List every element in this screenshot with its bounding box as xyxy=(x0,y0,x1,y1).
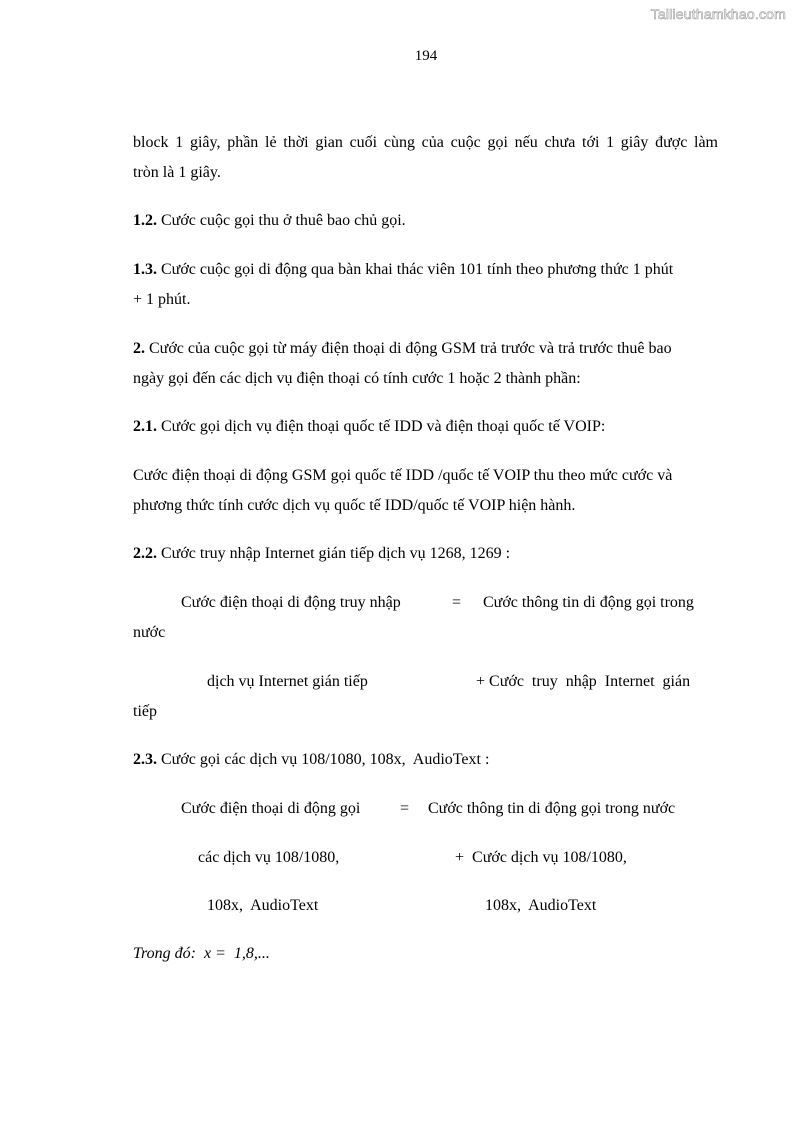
formula-lhs: dịch vụ Internet gián tiếp xyxy=(207,673,368,690)
section-text: Cước gọi các dịch vụ 108/1080, 108x, AudioText : xyxy=(157,751,490,768)
formula-lhs: Cước điện thoại di động truy nhập xyxy=(181,594,401,611)
watermark: Tailieuthamkhao.com xyxy=(650,6,786,22)
formula-rhs: + Cước truy nhập Internet gián xyxy=(476,673,691,690)
paragraph-line: Cước điện thoại di động GSM gọi quốc tế IDD /quốc tế VOIP thu theo mức cước và xyxy=(133,467,673,484)
paragraph-line: phương thức tính cước dịch vụ quốc tế IDD/quốc tế VOIP hiện hành. xyxy=(133,497,576,514)
section-number: 2.1. xyxy=(133,418,157,435)
page-number: 194 xyxy=(414,48,438,64)
section-2-1 xyxy=(133,412,718,442)
section-text: Cước gọi dịch vụ điện thoại quốc tế IDD và điện thoại quốc tế VOIP: xyxy=(157,418,606,435)
section-number: 2.3. xyxy=(133,751,157,768)
paragraph-line: block 1 giây, phần lẻ thời gian cuối cùng của cuộc gọi nếu chưa tới 1 giây được làm xyxy=(133,134,718,151)
paragraph-intro xyxy=(133,128,718,188)
section-text: Cước truy nhập Internet gián tiếp dịch vụ 1268, 1269 : xyxy=(157,545,511,562)
section-text-cont: ngày gọi đến các dịch vụ điện thoại có tính cước 1 hoặc 2 thành phần: xyxy=(133,370,581,387)
section-2-3 xyxy=(133,745,718,775)
formula-wrap: nước xyxy=(133,624,166,641)
formula-rhs: + Cước dịch vụ 108/1080, xyxy=(455,849,627,866)
formula-lhs: Cước điện thoại di động gọi xyxy=(181,800,361,817)
section-number: 1.3. xyxy=(133,261,157,278)
section-number: 2. xyxy=(133,340,145,357)
section-1-3 xyxy=(133,255,718,315)
formula-rhs: Cước thông tin di động gọi trong xyxy=(483,594,694,611)
paragraph-2-1 xyxy=(133,461,718,521)
note-where: Trong đó: x = 1,8,... xyxy=(133,945,270,962)
section-number: 1.2. xyxy=(133,212,157,229)
paragraph-line: tròn là 1 giây. xyxy=(133,164,221,181)
section-text: Cước cuộc gọi di động qua bàn khai thác viên 101 tính theo phương thức 1 phút xyxy=(157,261,674,278)
section-1-2 xyxy=(133,206,718,236)
formula-rhs: 108x, AudioText xyxy=(485,897,597,914)
section-text: Cước cuộc gọi thu ở thuê bao chủ gọi. xyxy=(157,212,406,229)
section-text-cont: + 1 phút. xyxy=(133,291,191,308)
formula-lhs: 108x, AudioText xyxy=(207,897,319,914)
section-number: 2.2. xyxy=(133,545,157,562)
formula-lhs: các dịch vụ 108/1080, xyxy=(198,849,340,866)
formula-equals: = xyxy=(400,800,410,817)
formula-wrap: tiếp xyxy=(133,703,157,720)
formula-rhs: Cước thông tin di động gọi trong nước xyxy=(428,800,676,817)
formula-equals: = xyxy=(452,594,462,611)
section-2-2 xyxy=(133,539,718,569)
section-2 xyxy=(133,334,718,394)
section-text: Cước của cuộc gọi từ máy điện thoại di động GSM trả trước và trả trước thuê bao xyxy=(145,340,672,357)
